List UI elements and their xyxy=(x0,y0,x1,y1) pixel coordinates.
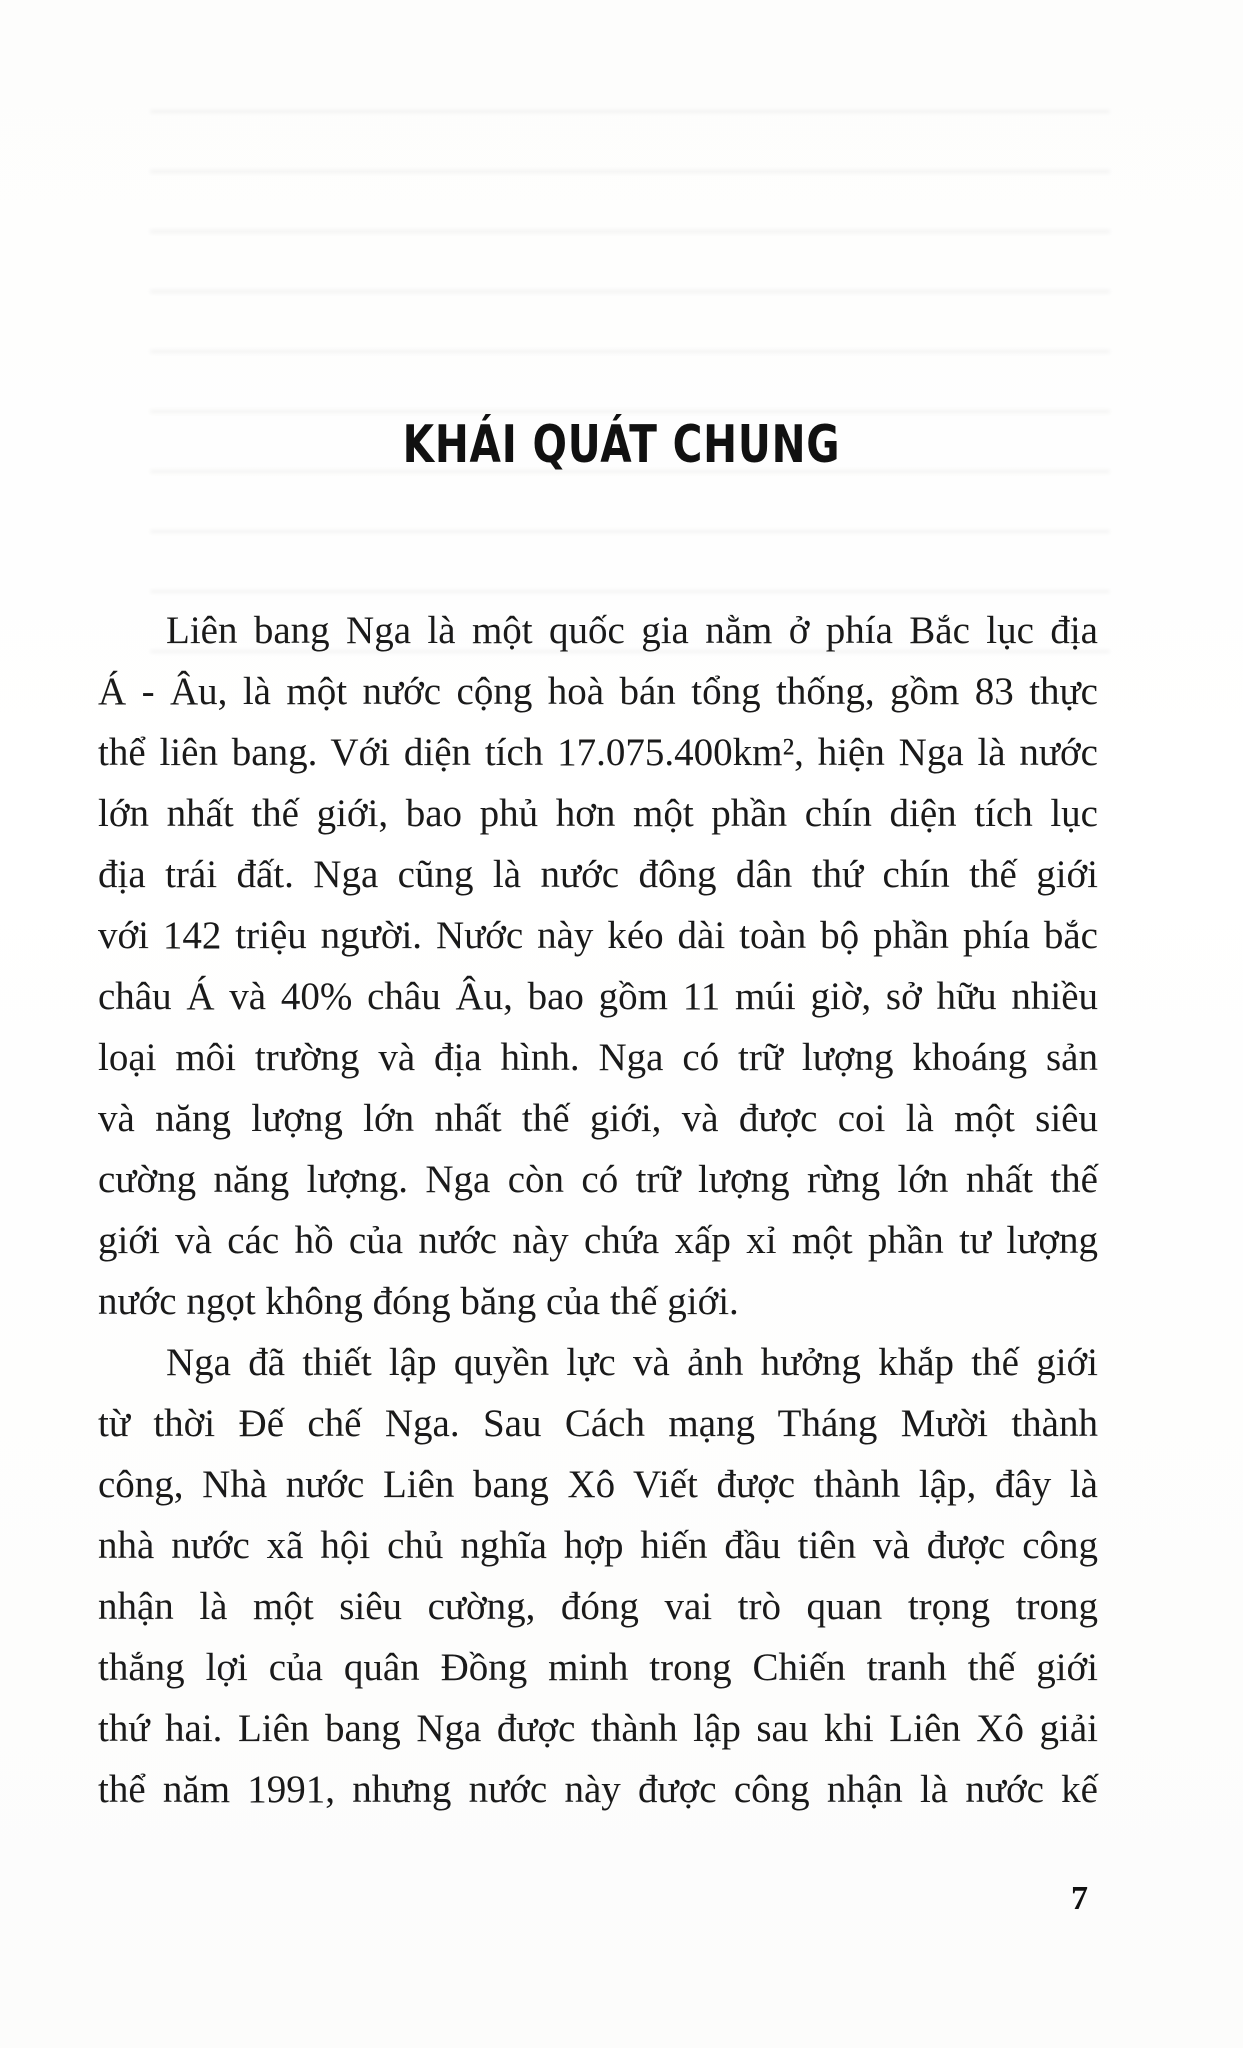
text-line: thứ hai. Liên bang Nga được thành lập sau khi Liên Xô giải xyxy=(98,1707,1098,1750)
chapter-title: KHÁI QUÁT CHUNG xyxy=(402,415,841,475)
page-number: 7 xyxy=(1071,1880,1088,1917)
text-line: lớn nhất thế giới, bao phủ hơn một phần chín diện tích lục xyxy=(98,792,1098,835)
text-line: thể năm 1991, nhưng nước này được công nhận là nước kế xyxy=(98,1768,1098,1811)
text-line: loại môi trường và địa hình. Nga có trữ lượng khoáng sản xyxy=(98,1036,1098,1079)
text-line: Nga đã thiết lập quyền lực và ảnh hưởng khắp thế giới xyxy=(166,1341,1098,1384)
text-line: giới và các hồ của nước này chứa xấp xỉ một phần tư lượng xyxy=(98,1219,1098,1262)
text-line: địa trái đất. Nga cũng là nước đông dân thứ chín thế giới xyxy=(98,853,1098,896)
text-line: từ thời Đế chế Nga. Sau Cách mạng Tháng Mười thành xyxy=(98,1402,1098,1445)
body-text xyxy=(98,600,1098,1820)
text-line: Á - Âu, là một nước cộng hoà bán tổng thống, gồm 83 thực xyxy=(98,670,1098,713)
text-line: nước ngọt không đóng băng của thế giới. xyxy=(98,1280,739,1323)
text-line: nhà nước xã hội chủ nghĩa hợp hiến đầu tiên và được công xyxy=(98,1524,1098,1567)
text-line: công, Nhà nước Liên bang Xô Viết được thành lập, đây là xyxy=(98,1463,1098,1506)
text-line: châu Á và 40% châu Âu, bao gồm 11 múi giờ, sở hữu nhiều xyxy=(98,975,1098,1018)
text-line: thắng lợi của quân Đồng minh trong Chiến tranh thế giới xyxy=(98,1646,1098,1689)
text-line: Liên bang Nga là một quốc gia nằm ở phía Bắc lục địa xyxy=(166,609,1098,652)
text-line: với 142 triệu người. Nước này kéo dài toàn bộ phần phía bắc xyxy=(98,914,1098,957)
show-through-texture xyxy=(150,110,1110,670)
text-line: cường năng lượng. Nga còn có trữ lượng rừng lớn nhất thế xyxy=(98,1158,1098,1201)
text-line: nhận là một siêu cường, đóng vai trò quan trọng trong xyxy=(98,1585,1098,1628)
text-line: thể liên bang. Với diện tích 17.075.400km², hiện Nga là nước xyxy=(98,731,1098,774)
text-line: và năng lượng lớn nhất thế giới, và được coi là một siêu xyxy=(98,1097,1098,1140)
